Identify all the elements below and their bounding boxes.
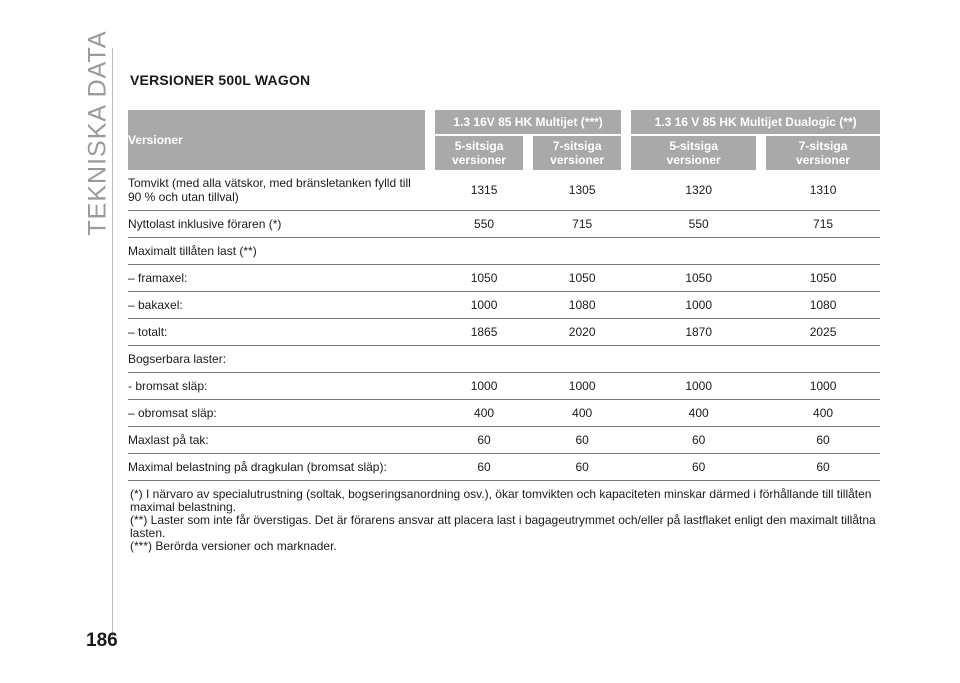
row-value (631, 238, 766, 265)
row-value (435, 346, 533, 373)
row-value: 1870 (631, 319, 766, 346)
footnote: (*) I närvaro av specialutrustning (soltak, bogseringsanordning osv.), ökar tomvikten och kapaciteten minskar därmed i förhållande till tillåten maximal belastning. (130, 487, 872, 514)
row-value (631, 346, 766, 373)
engine-group-header-1: 1.3 16V 85 HK Multijet (***) (435, 110, 631, 134)
row-label: – obromsat släp: (128, 400, 435, 427)
row-label: Maxlast på tak: (128, 427, 435, 454)
subheader-line: versioner (452, 153, 507, 167)
row-value: 400 (631, 400, 766, 427)
footnotes (130, 488, 880, 553)
table-row (128, 427, 880, 454)
engine-group-header-2: 1.3 16 V 85 HK Multijet Dualogic (**) (631, 110, 880, 134)
row-value: 1050 (533, 265, 631, 292)
row-value: 60 (766, 427, 880, 454)
row-label-line: 90 % och utan tillval) (128, 190, 239, 204)
row-value: 60 (533, 427, 631, 454)
row-value: 1000 (533, 373, 631, 400)
row-value: 60 (435, 454, 533, 481)
subheader-line: versioner (550, 153, 605, 167)
specification-table (128, 110, 880, 481)
row-value: 1050 (631, 265, 766, 292)
row-value: 1000 (435, 292, 533, 319)
subheader-line: versioner (796, 153, 851, 167)
row-value: 1000 (631, 373, 766, 400)
row-value (766, 346, 880, 373)
row-value: 1080 (766, 292, 880, 319)
row-value: 550 (435, 211, 533, 238)
row-value: 400 (766, 400, 880, 427)
table-row (128, 346, 880, 373)
table-row (128, 454, 880, 481)
row-value (766, 238, 880, 265)
row-value (533, 346, 631, 373)
row-label: – totalt: (128, 319, 435, 346)
footnote: (***) Berörda versioner och marknader. (130, 539, 337, 553)
row-label: Nyttolast inklusive föraren (*) (128, 211, 435, 238)
row-label: - bromsat släp: (128, 373, 435, 400)
row-value: 400 (533, 400, 631, 427)
page-number: 186 (86, 630, 118, 651)
table-row (128, 319, 880, 346)
row-label: Maximalt tillåten last (**) (128, 238, 435, 265)
subheader-line: 5-sitsiga (454, 139, 504, 153)
subheader-line: 7-sitsiga (798, 139, 848, 153)
row-value: 1000 (631, 292, 766, 319)
subheader-line: 5-sitsiga (669, 139, 718, 153)
row-label (128, 170, 435, 211)
row-value: 1050 (766, 265, 880, 292)
row-value (533, 238, 631, 265)
table-row (128, 170, 880, 211)
row-value: 715 (766, 211, 880, 238)
row-value (435, 238, 533, 265)
row-value: 550 (631, 211, 766, 238)
margin-divider (112, 48, 113, 638)
row-label: – framaxel: (128, 265, 435, 292)
subheader-line: 7-sitsiga (552, 139, 602, 153)
row-value: 60 (533, 454, 631, 481)
table-row (128, 265, 880, 292)
row-value: 1000 (766, 373, 880, 400)
table-header-row (128, 110, 880, 134)
row-value: 2020 (533, 319, 631, 346)
row-value: 1050 (435, 265, 533, 292)
side-section-title-text: TEKNISKA DATA (83, 30, 112, 236)
footnote: (**) Laster som inte får överstigas. Det är förarens ansvar att placera last i bagageutrymmet och/eller på lastflaket enligt den maximalt tillåtna lasten. (130, 513, 876, 540)
row-value: 1000 (435, 373, 533, 400)
row-label: Bogserbara laster: (128, 346, 435, 373)
subheader-7-seat-a (533, 134, 631, 170)
row-value: 1305 (533, 170, 631, 211)
table-row (128, 373, 880, 400)
row-value: 60 (631, 427, 766, 454)
row-value: 60 (766, 454, 880, 481)
row-value: 1320 (631, 170, 766, 211)
row-value: 1865 (435, 319, 533, 346)
row-label-line: Tomvikt (med alla vätskor, med bränsletanken fylld till (128, 176, 411, 190)
row-value: 1315 (435, 170, 533, 211)
row-label: Maximal belastning på dragkulan (bromsat släp): (128, 454, 435, 481)
subheader-7-seat-b (766, 134, 880, 170)
row-value: 60 (631, 454, 766, 481)
table-row (128, 292, 880, 319)
row-value: 715 (533, 211, 631, 238)
page-heading: VERSIONER 500L WAGON (130, 72, 311, 88)
row-label: – bakaxel: (128, 292, 435, 319)
table-row (128, 211, 880, 238)
subheader-5-seat-a (435, 134, 533, 170)
subheader-line: versioner (666, 153, 721, 167)
row-value: 400 (435, 400, 533, 427)
row-value: 60 (435, 427, 533, 454)
table-row (128, 238, 880, 265)
subheader-5-seat-b (631, 134, 766, 170)
versioner-header: Versioner (128, 110, 435, 170)
row-value: 2025 (766, 319, 880, 346)
row-value: 1080 (533, 292, 631, 319)
row-value: 1310 (766, 170, 880, 211)
table-row (128, 400, 880, 427)
